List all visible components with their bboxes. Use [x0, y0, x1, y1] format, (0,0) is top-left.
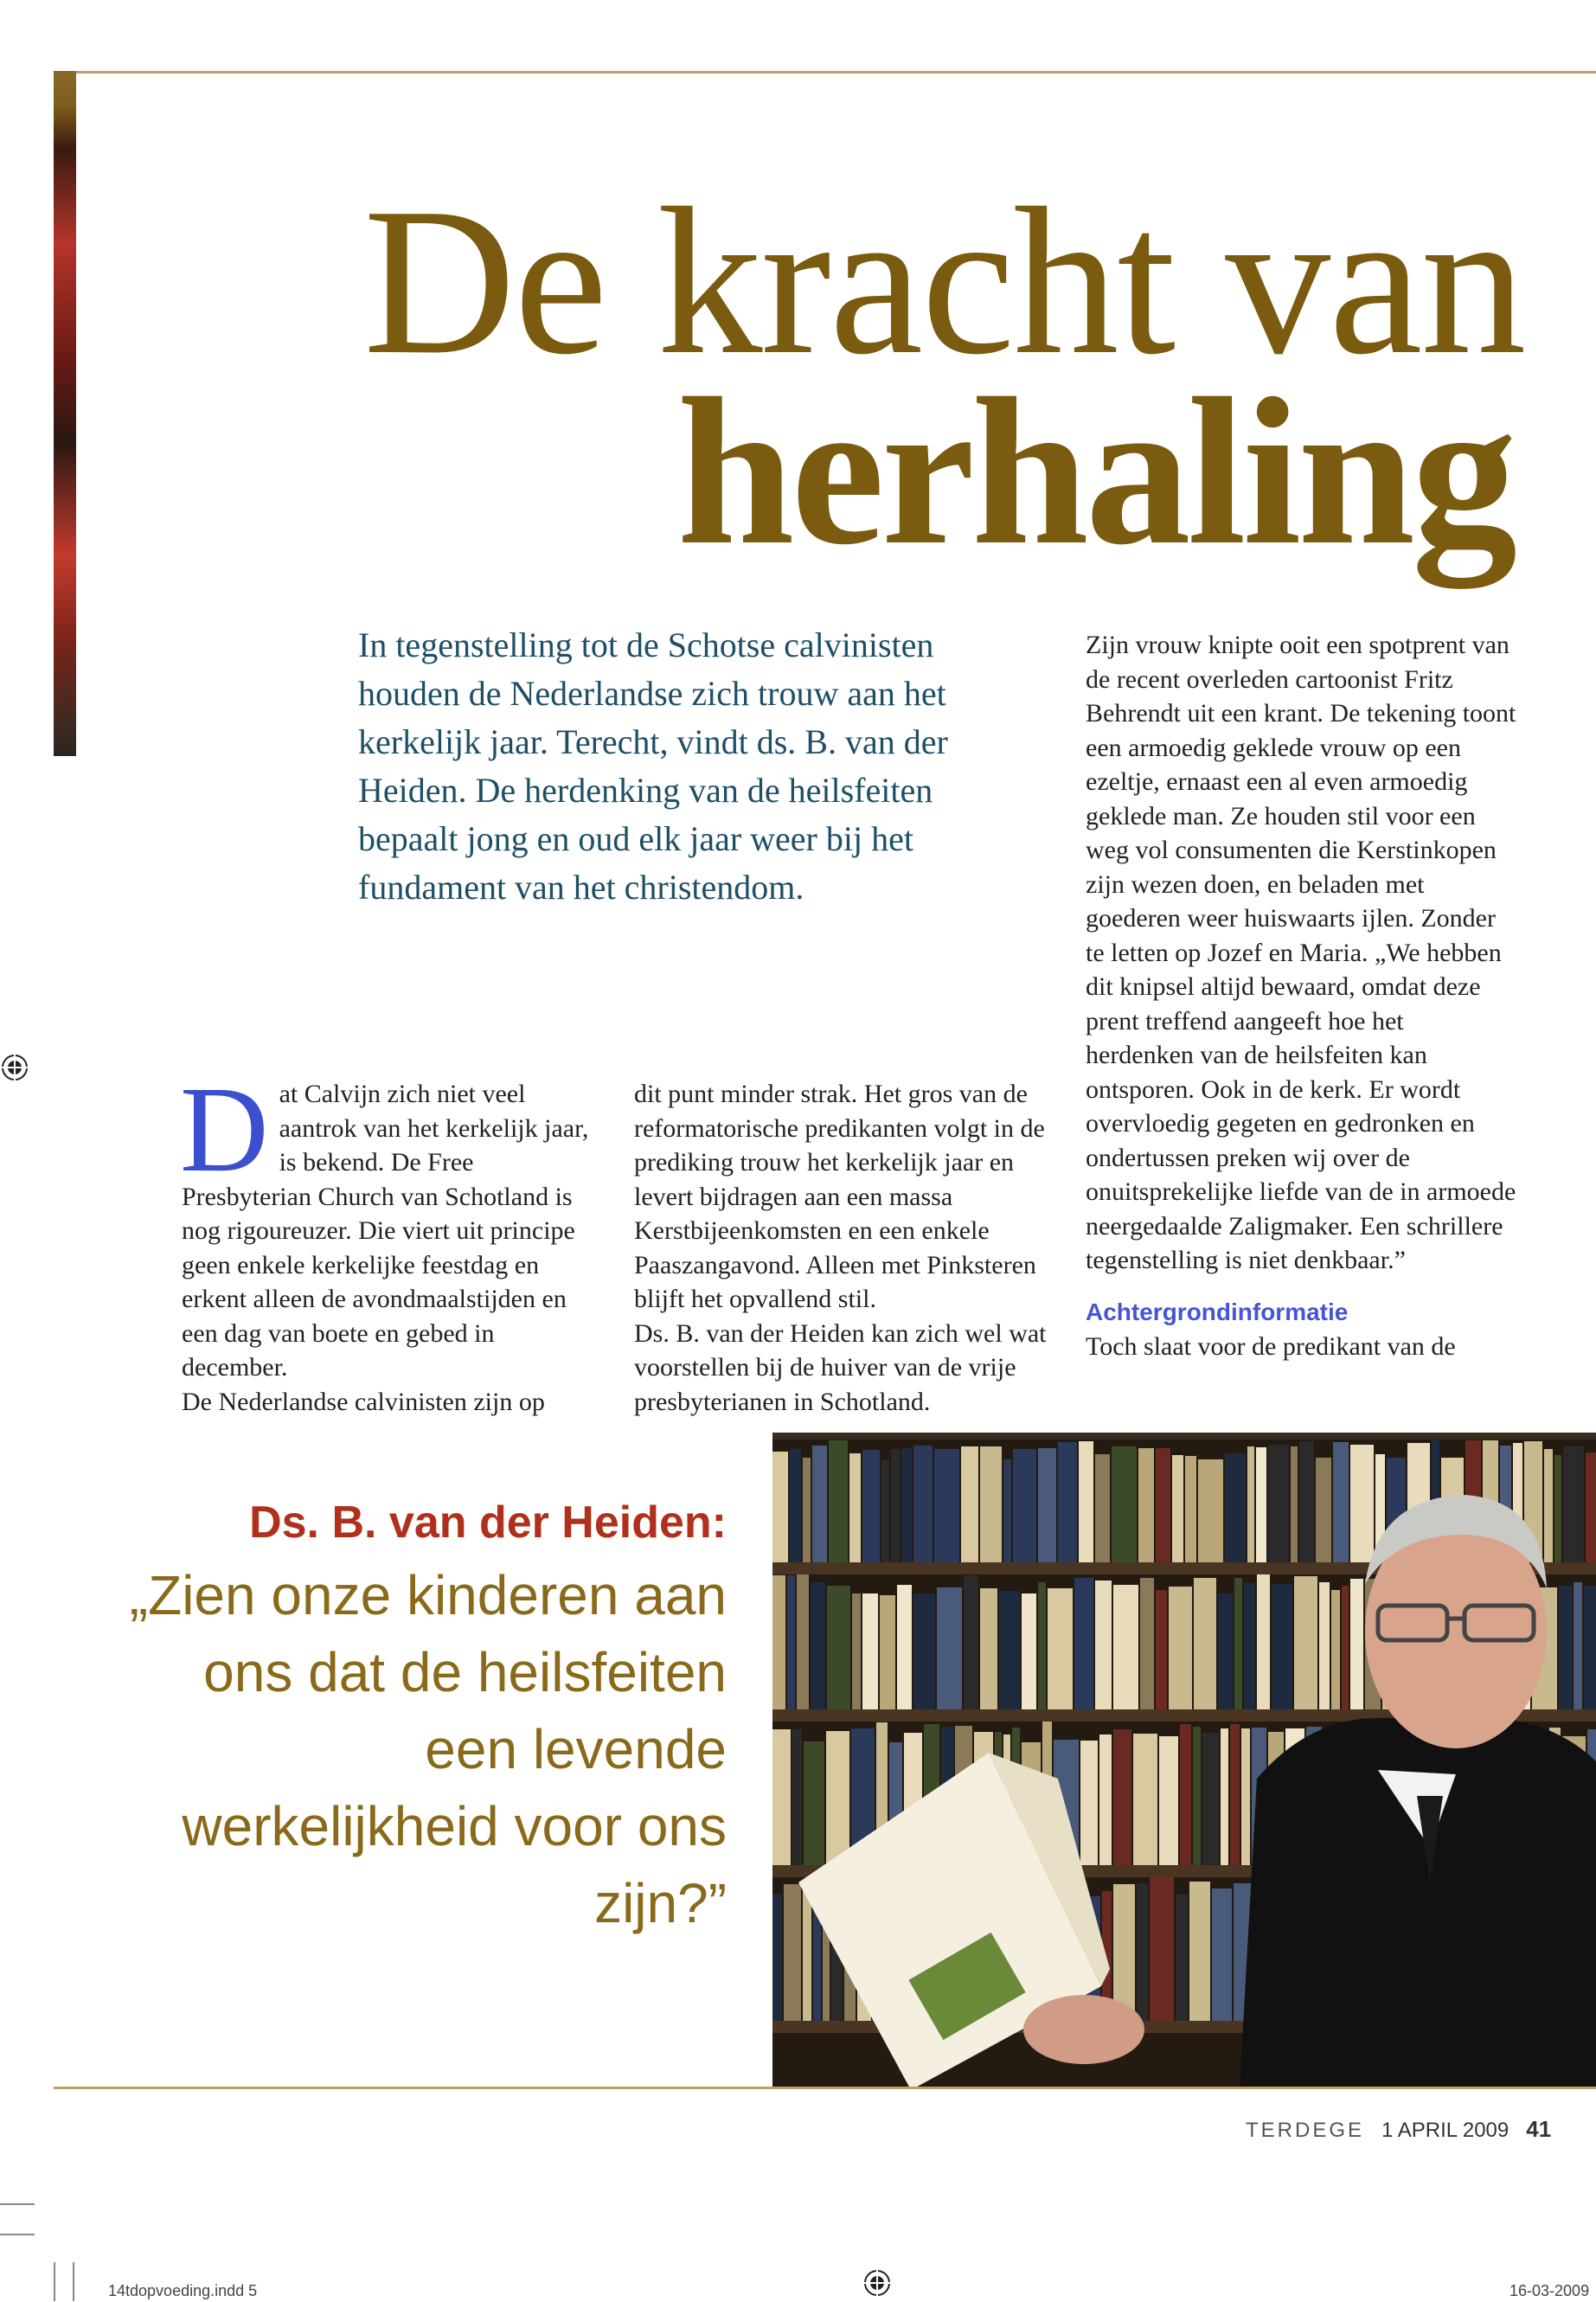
body-column-3 — [1086, 628, 1518, 1363]
pull-quote-author: Ds. B. van der Heiden: — [249, 1497, 727, 1548]
body-paragraph: Toch slaat voor de predikant van de — [1086, 1331, 1456, 1361]
body-column-2 — [634, 1077, 1055, 1419]
page-footer — [1246, 2116, 1596, 2143]
registration-mark-icon — [0, 1053, 29, 1082]
issue-date: 1 APRIL 2009 — [1381, 2119, 1509, 2142]
slug-date: 16-03-2009 — [1509, 2282, 1590, 2299]
bottom-rule — [54, 2087, 1596, 2089]
slug-filename: 14tdopvoeding.indd 5 — [108, 2282, 258, 2299]
registration-mark-icon — [862, 2268, 892, 2298]
body-paragraph: Zijn vrouw knipte ooit een spotprent van de recent overleden cartoonist Fritz Behrendt uit een krant. De tekening toont een armoedig geklede vrouw op een ezeltje, ernaast een al even armoedig geklede man. Ze houden stil voor een weg vol consumenten die Kerstinkopen zijn wezen doen, en beladen met goederen weer huiswaarts ijlen. Zonder te letten op Jozef en Maria. „We hebben dit knipsel altijd bewaard, omdat deze prent treffend aangeeft hoe het herdenken van de heilsfeiten kan ontsporen. Ook in de kerk. Er wordt overvloedig gegeten en gedronken en ondertussen preken wij over de onuitsprekelijke liefde van de in armoede neergedaalde Zaligmaker. Een schrillere tegenstelling is niet denkbaar.” — [1086, 631, 1516, 1274]
crop-mark — [73, 2262, 74, 2301]
pull-quote-text: „Zien onze kinderen aan ons dat de heilsfeiten een levende werkelijkheid voor ons zijn?” — [129, 1564, 727, 1934]
portrait-photo-illustration — [772, 1433, 1596, 2088]
crop-mark — [54, 2262, 55, 2301]
headline-line1: De kracht van — [363, 164, 1525, 398]
page-number: 41 — [1526, 2116, 1552, 2142]
magazine-name: TERDEGE — [1246, 2119, 1365, 2142]
body-paragraph: De Nederlandse calvinisten zijn op — [182, 1387, 545, 1416]
body-paragraph: at Calvijn zich niet veel aantrok van het kerkelijk jaar, is bekend. De Free Presbyterian Church van Schotland is nog rigoureuzer. Die viert uit principe geen enkele kerkelijke feestdag en erkent alleen de avondmaalstijden en een dag van boete en gebed in december. — [182, 1080, 589, 1382]
intro-paragraph: In tegenstelling tot de Schotse calvinisten houden de Nederlandse zich trouw aan het kerkelijk jaar. Terecht, vindt ds. B. van der Heiden. De herdenking van de heilsfeiten bepaalt jong en oud elk jaar weer bij het fundament van het christendom. — [358, 625, 948, 907]
body-column-1 — [180, 1061, 597, 1419]
body-paragraph: dit punt minder strak. Het gros van de reformatorische predikanten volgt in de prediking trouw het kerkelijk jaar en levert bijdragen aan een massa Kerstbijeenkomsten en een enkele Paaszangavond. Alleen met Pinksteren blijft het opvallend stil. — [634, 1080, 1045, 1313]
crop-mark — [0, 2203, 35, 2205]
left-photo-strip — [54, 71, 76, 756]
portrait-photo — [772, 1433, 1596, 2088]
body-paragraph: Ds. B. van der Heiden kan zich wel wat voorstellen bij de huiver van de vrije presbyterianen in Schotland. — [634, 1318, 1047, 1416]
crop-mark — [0, 2234, 35, 2235]
headline-line2: herhaling — [676, 355, 1514, 588]
dropcap: D — [180, 1061, 269, 1197]
top-rule — [54, 71, 1596, 74]
subheading: Achtergrondinformatie — [1086, 1298, 1349, 1325]
